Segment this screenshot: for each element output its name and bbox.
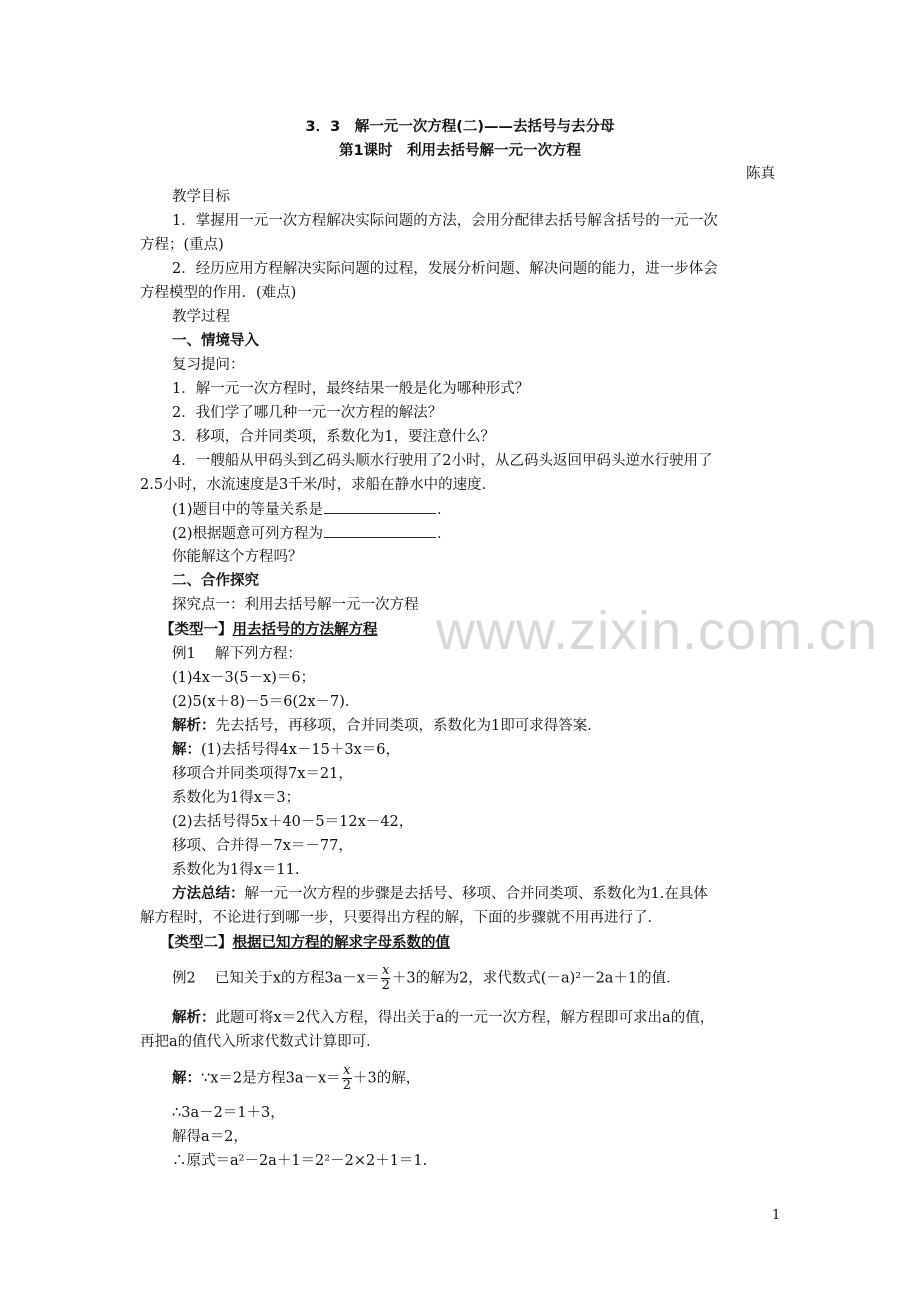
- solution-2-step-1-b: ＋3的解，: [352, 1070, 421, 1087]
- goal-2-line-2: 方程模型的作用．(难点): [140, 285, 297, 301]
- goal-1-line-2: 方程；(重点): [140, 237, 224, 253]
- document-title: 3．3 解一元一次方程(二)——去括号与去分母: [305, 119, 615, 135]
- solution-label: 解：: [172, 1070, 201, 1087]
- analysis-label: 解析：: [172, 718, 216, 734]
- answer-blank-1: [324, 499, 436, 514]
- solution-2-step-1: [172, 1064, 420, 1093]
- analysis-1-text: 先去括号，再移项，合并同类项，系数化为1即可求得答案．: [215, 718, 602, 734]
- explore-point-1: 探究点一：利用去括号解一元一次方程: [172, 597, 419, 613]
- review-label: 复习提问：: [172, 357, 245, 373]
- question-3: 3．移项，合并同类项，系数化为1，要注意什么？: [172, 429, 495, 445]
- solution-1-step-4: (2)去括号得5x＋40－5＝12x－42，: [172, 814, 414, 830]
- solution-1-step-6: 系数化为1得x＝11.: [172, 862, 300, 878]
- analysis-label: 解析：: [172, 1010, 216, 1026]
- example-1-eq-1: (1)4x－3(5－x)＝6；: [172, 670, 316, 686]
- answer-blank-2: [324, 523, 436, 538]
- solution-1-step-1: [172, 740, 400, 760]
- period: ．: [437, 526, 452, 542]
- solution-2-step-1-a: ∵x＝2是方程3a－x＝: [201, 1070, 341, 1087]
- method-summary-line-2: 解方程时，不论进行到哪一步，只要得出方程的解，下面的步骤就不用再进行了．: [140, 910, 662, 926]
- question-4-line-1: 4．一艘船从甲码头到乙码头顺水行驶用了2小时，从乙码头返回甲码头逆水行驶用了: [172, 453, 713, 469]
- method-summary-line-1: [172, 884, 708, 904]
- type-1-tag: 【类型一】: [160, 622, 233, 638]
- fraction-denominator: 2: [342, 1078, 351, 1093]
- part-2-text: (2)根据题意可列方程为: [172, 526, 324, 542]
- fraction-x-over-2: [342, 1064, 352, 1093]
- fraction-denominator: 2: [381, 978, 390, 993]
- question-1: 1．解一元一次方程时，最终结果一般是化为哪种形式？: [172, 381, 530, 397]
- goal-1-line-1: 1．掌握用一元一次方程解决实际问题的方法，会用分配律去括号解含括号的一元一次: [172, 213, 718, 229]
- type-2-tag: 【类型二】: [160, 935, 233, 951]
- analysis-2-line-2: 再把a的值代入所求代数式计算即可．: [140, 1034, 381, 1050]
- author: 陈真: [746, 166, 775, 182]
- part-1-text: (1)题目中的等量关系是: [172, 502, 324, 518]
- type-2-title: 根据已知方程的解求字母系数的值: [232, 935, 450, 951]
- document-subtitle: 第1课时 利用去括号解一元一次方程: [338, 143, 582, 159]
- solution-2-step-2: ∴3a－2＝1＋3，: [172, 1105, 285, 1121]
- solution-1-step-3: 系数化为1得x＝3；: [172, 790, 301, 806]
- ask-text: 你能解这个方程吗？: [172, 549, 303, 565]
- goal-2-line-1: 2．经历应用方程解决实际问题的过程，发展分析问题、解决问题的能力，进一步体会: [172, 261, 718, 277]
- type-1-title: 用去括号的方法解方程: [232, 622, 378, 638]
- solution-label: 解：: [172, 742, 201, 758]
- example-2-text-b: ＋3的解为2，求代数式(－a)²－2a＋1的值．: [391, 970, 681, 987]
- solution-2-step-3: 解得a＝2，: [172, 1129, 248, 1145]
- type-2-heading: [160, 933, 450, 953]
- example-1: 例1 解下列方程：: [172, 646, 302, 662]
- method-label: 方法总结：: [172, 886, 245, 902]
- fraction-numerator: x: [343, 1063, 351, 1078]
- question-4-part-1: [172, 499, 452, 520]
- fraction-x-over-2: [381, 964, 391, 993]
- analysis-2-line-1: [172, 1008, 714, 1028]
- period: ．: [437, 502, 452, 518]
- solution-2-step-4: ∴原式＝a²－2a＋1＝2²－2×2＋1＝1.: [172, 1153, 428, 1169]
- method-summary-text: 解一元一次方程的步骤是去括号、移项、合并同类项、系数化为1.在具体: [244, 886, 708, 902]
- analysis-1: [172, 716, 602, 736]
- type-1-heading: [160, 620, 378, 640]
- example-1-eq-2: (2)5(x＋8)－5＝6(2x－7)．: [172, 694, 360, 710]
- question-4-line-2: 2.5小时，水流速度是3千米/时，求船在静水中的速度．: [140, 477, 497, 493]
- solution-1-step-1-text: (1)去括号得4x－15＋3x＝6，: [201, 742, 401, 758]
- example-2: [172, 964, 681, 993]
- analysis-2-text: 此题可将x＝2代入方程，得出关于a的一元一次方程，解方程即可求出a的值，: [215, 1010, 715, 1026]
- goals-heading: 教学目标: [172, 189, 230, 205]
- question-4-part-2: [172, 523, 452, 544]
- fraction-numerator: x: [382, 963, 390, 978]
- section-2-heading: 二、合作探究: [172, 573, 259, 589]
- solution-1-step-5: 移项、合并得－7x＝－77，: [172, 838, 353, 854]
- solution-1-step-2: 移项合并同类项得7x＝21，: [172, 766, 353, 782]
- question-2: 2．我们学了哪几种一元一次方程的解法？: [172, 405, 443, 421]
- example-2-text-a: 例2 已知关于x的方程3a－x＝: [172, 970, 380, 987]
- section-1-heading: 一、情境导入: [172, 333, 259, 349]
- page-number: 1: [772, 1208, 781, 1223]
- watermark: www.zixin.com.cn: [436, 601, 879, 661]
- process-heading: 教学过程: [172, 309, 230, 325]
